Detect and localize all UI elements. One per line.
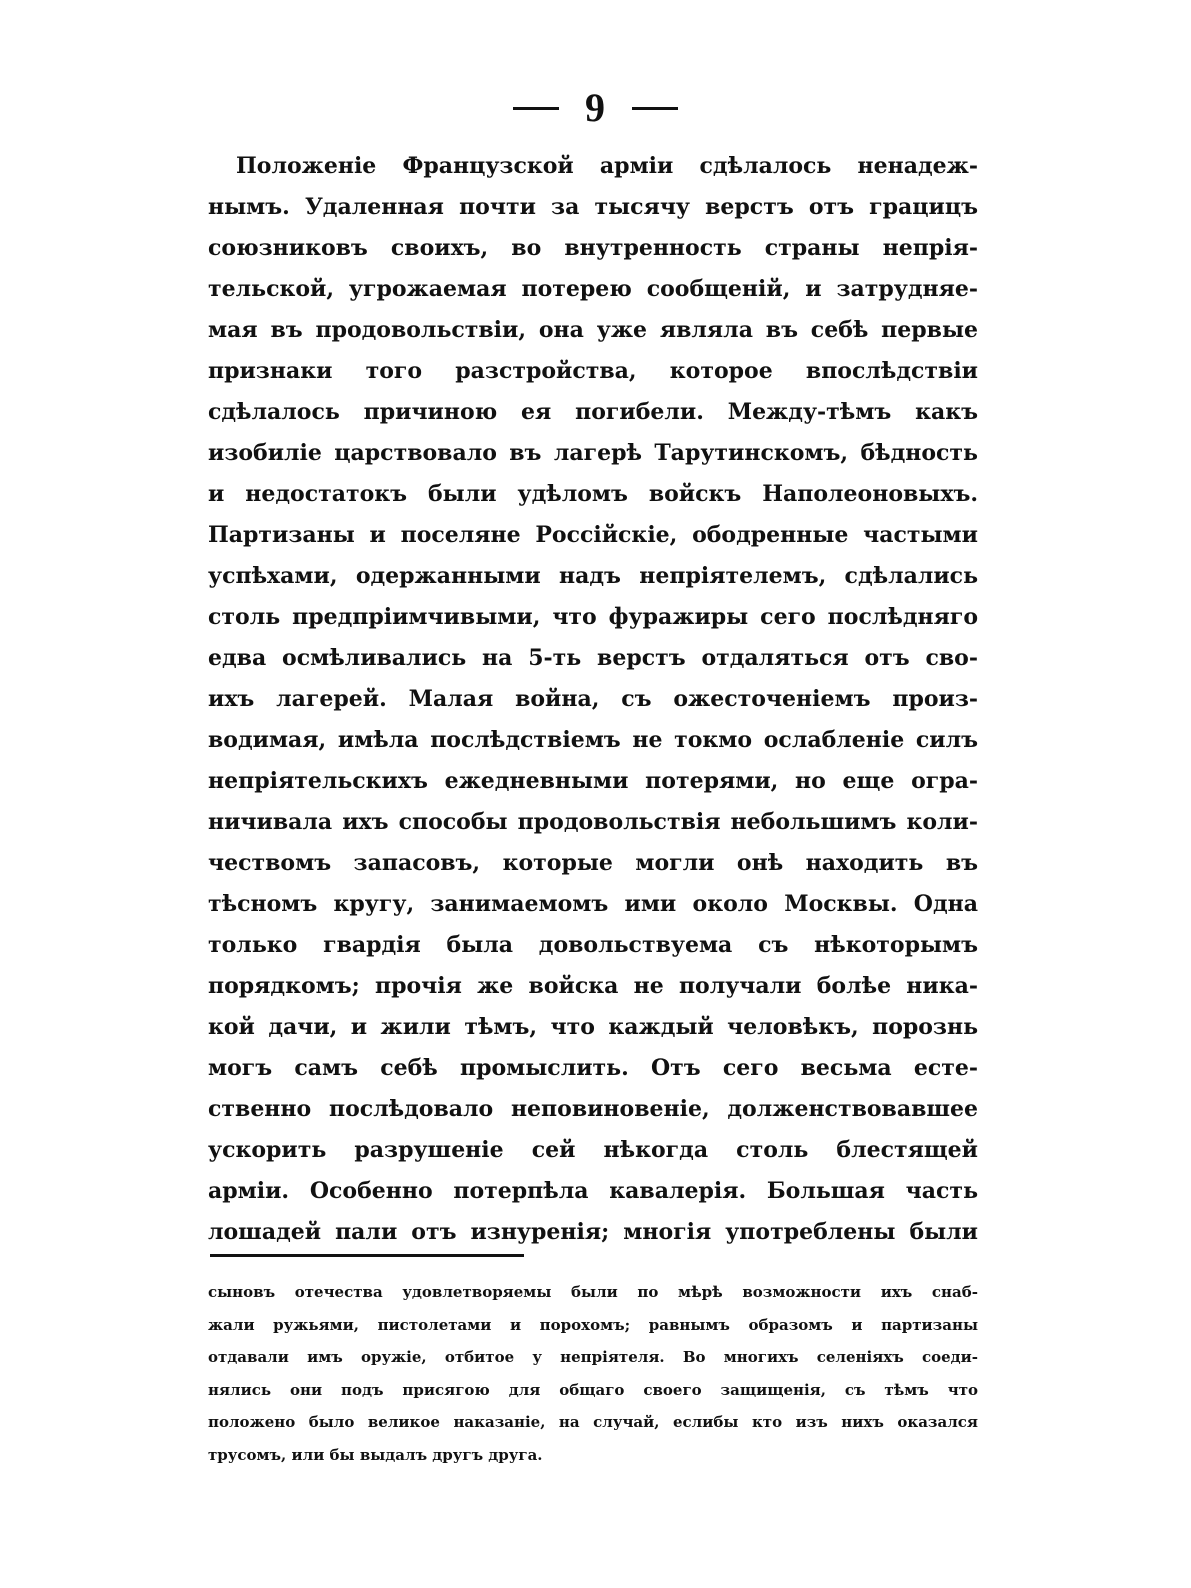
text-line: непріятельскихъ ежедневными потерями, но еще огра- <box>208 768 978 794</box>
text-line: тельской, угрожаемая потерею сообщеній, и затрудняе- <box>208 276 978 302</box>
text-line: ственно послѣдовало неповиновеніе, долженствовавшее <box>208 1096 978 1122</box>
right-dash <box>632 107 678 110</box>
text-line: водимая, имѣла послѣдствіемъ не токмо ослабленіе силъ <box>208 727 978 753</box>
text-line: сдѣлалось причиною ея погибели. Между-тѣмъ какъ <box>208 399 978 425</box>
text-line: успѣхами, одержанными надъ непріятелемъ, сдѣлались <box>208 563 978 589</box>
text-line: ихъ лагерей. Малая война, съ ожесточеніемъ произ- <box>208 686 978 712</box>
text-line: лошадей пали отъ изнуренія; многія употреблены были <box>208 1219 978 1245</box>
text-line: столь предпріимчивыми, что фуражиры сего послѣдняго <box>208 604 978 630</box>
text-line: могъ самъ себѣ промыслить. Отъ сего весьма есте- <box>208 1055 978 1081</box>
main-text <box>208 146 978 1253</box>
text-line: нымъ. Удаленная почти за тысячу верстъ отъ грацицъ <box>208 194 978 220</box>
footnote-line: сыновъ отечества удовлетворяемы были по мѣрѣ возможности ихъ снаб- <box>208 1283 978 1301</box>
text-line: арміи. Особенно потерпѣла кавалерія. Большая часть <box>208 1178 978 1204</box>
text-line: союзниковъ своихъ, во внутренность страны непрія- <box>208 235 978 261</box>
text-line: изобиліе царствовало въ лагерѣ Тарутинскомъ, бѣдность <box>208 440 978 466</box>
text-line: ускорить разрушеніе сей нѣкогда столь блестящей <box>208 1137 978 1163</box>
text-line: кой дачи, и жили тѣмъ, что каждый человѣкъ, порознь <box>208 1014 978 1040</box>
text-line: Партизаны и поселяне Россійскіе, ободренные частыми <box>208 522 978 548</box>
page-number: 9 <box>585 85 606 130</box>
footnote-line: жали ружьями, пистолетами и порохомъ; равнымъ образомъ и партизаны <box>208 1315 978 1334</box>
text-line: только гвардія была довольствуема съ нѣкоторымъ <box>208 932 978 958</box>
footnote-line: трусомъ, или бы выдалъ другъ друга. <box>208 1445 543 1464</box>
text-line: признаки того разстройства, которое впослѣдствіи <box>208 358 978 384</box>
text-line: едва осмѣливались на 5-ть верстъ отдаляться отъ сво- <box>208 645 978 671</box>
text-line: тѣсномъ кругу, занимаемомъ ими около Москвы. Одна <box>208 891 978 917</box>
text-line: чествомъ запасовъ, которые могли онѣ находить въ <box>208 850 978 876</box>
footnote-line: отдавали имъ оружіе, отбитое у непріятеля. Во многихъ селеніяхъ соеди- <box>208 1348 978 1366</box>
text-line: ничивала ихъ способы продовольствія небольшимъ коли- <box>208 809 978 835</box>
text-line: Положеніе Французской арміи сдѣлалось ненадеж- <box>236 153 978 179</box>
text-line: порядкомъ; прочія же войска не получали болѣе ника- <box>208 973 978 999</box>
text-line: и недостатокъ были удѣломъ войскъ Наполеоновыхъ. <box>208 481 978 507</box>
footnote <box>208 1276 978 1471</box>
footnote-divider <box>210 1254 524 1257</box>
text-line: мая въ продовольствіи, она уже являла въ себѣ первые <box>208 317 978 343</box>
page-number-header <box>0 84 1191 132</box>
left-dash <box>513 107 559 110</box>
footnote-line: положено было великое наказаніе, на случай, еслибы кто изъ нихъ оказался <box>208 1413 978 1431</box>
footnote-line: нялись они подъ присягою для общаго своего защищенія, съ тѣмъ что <box>208 1380 978 1399</box>
